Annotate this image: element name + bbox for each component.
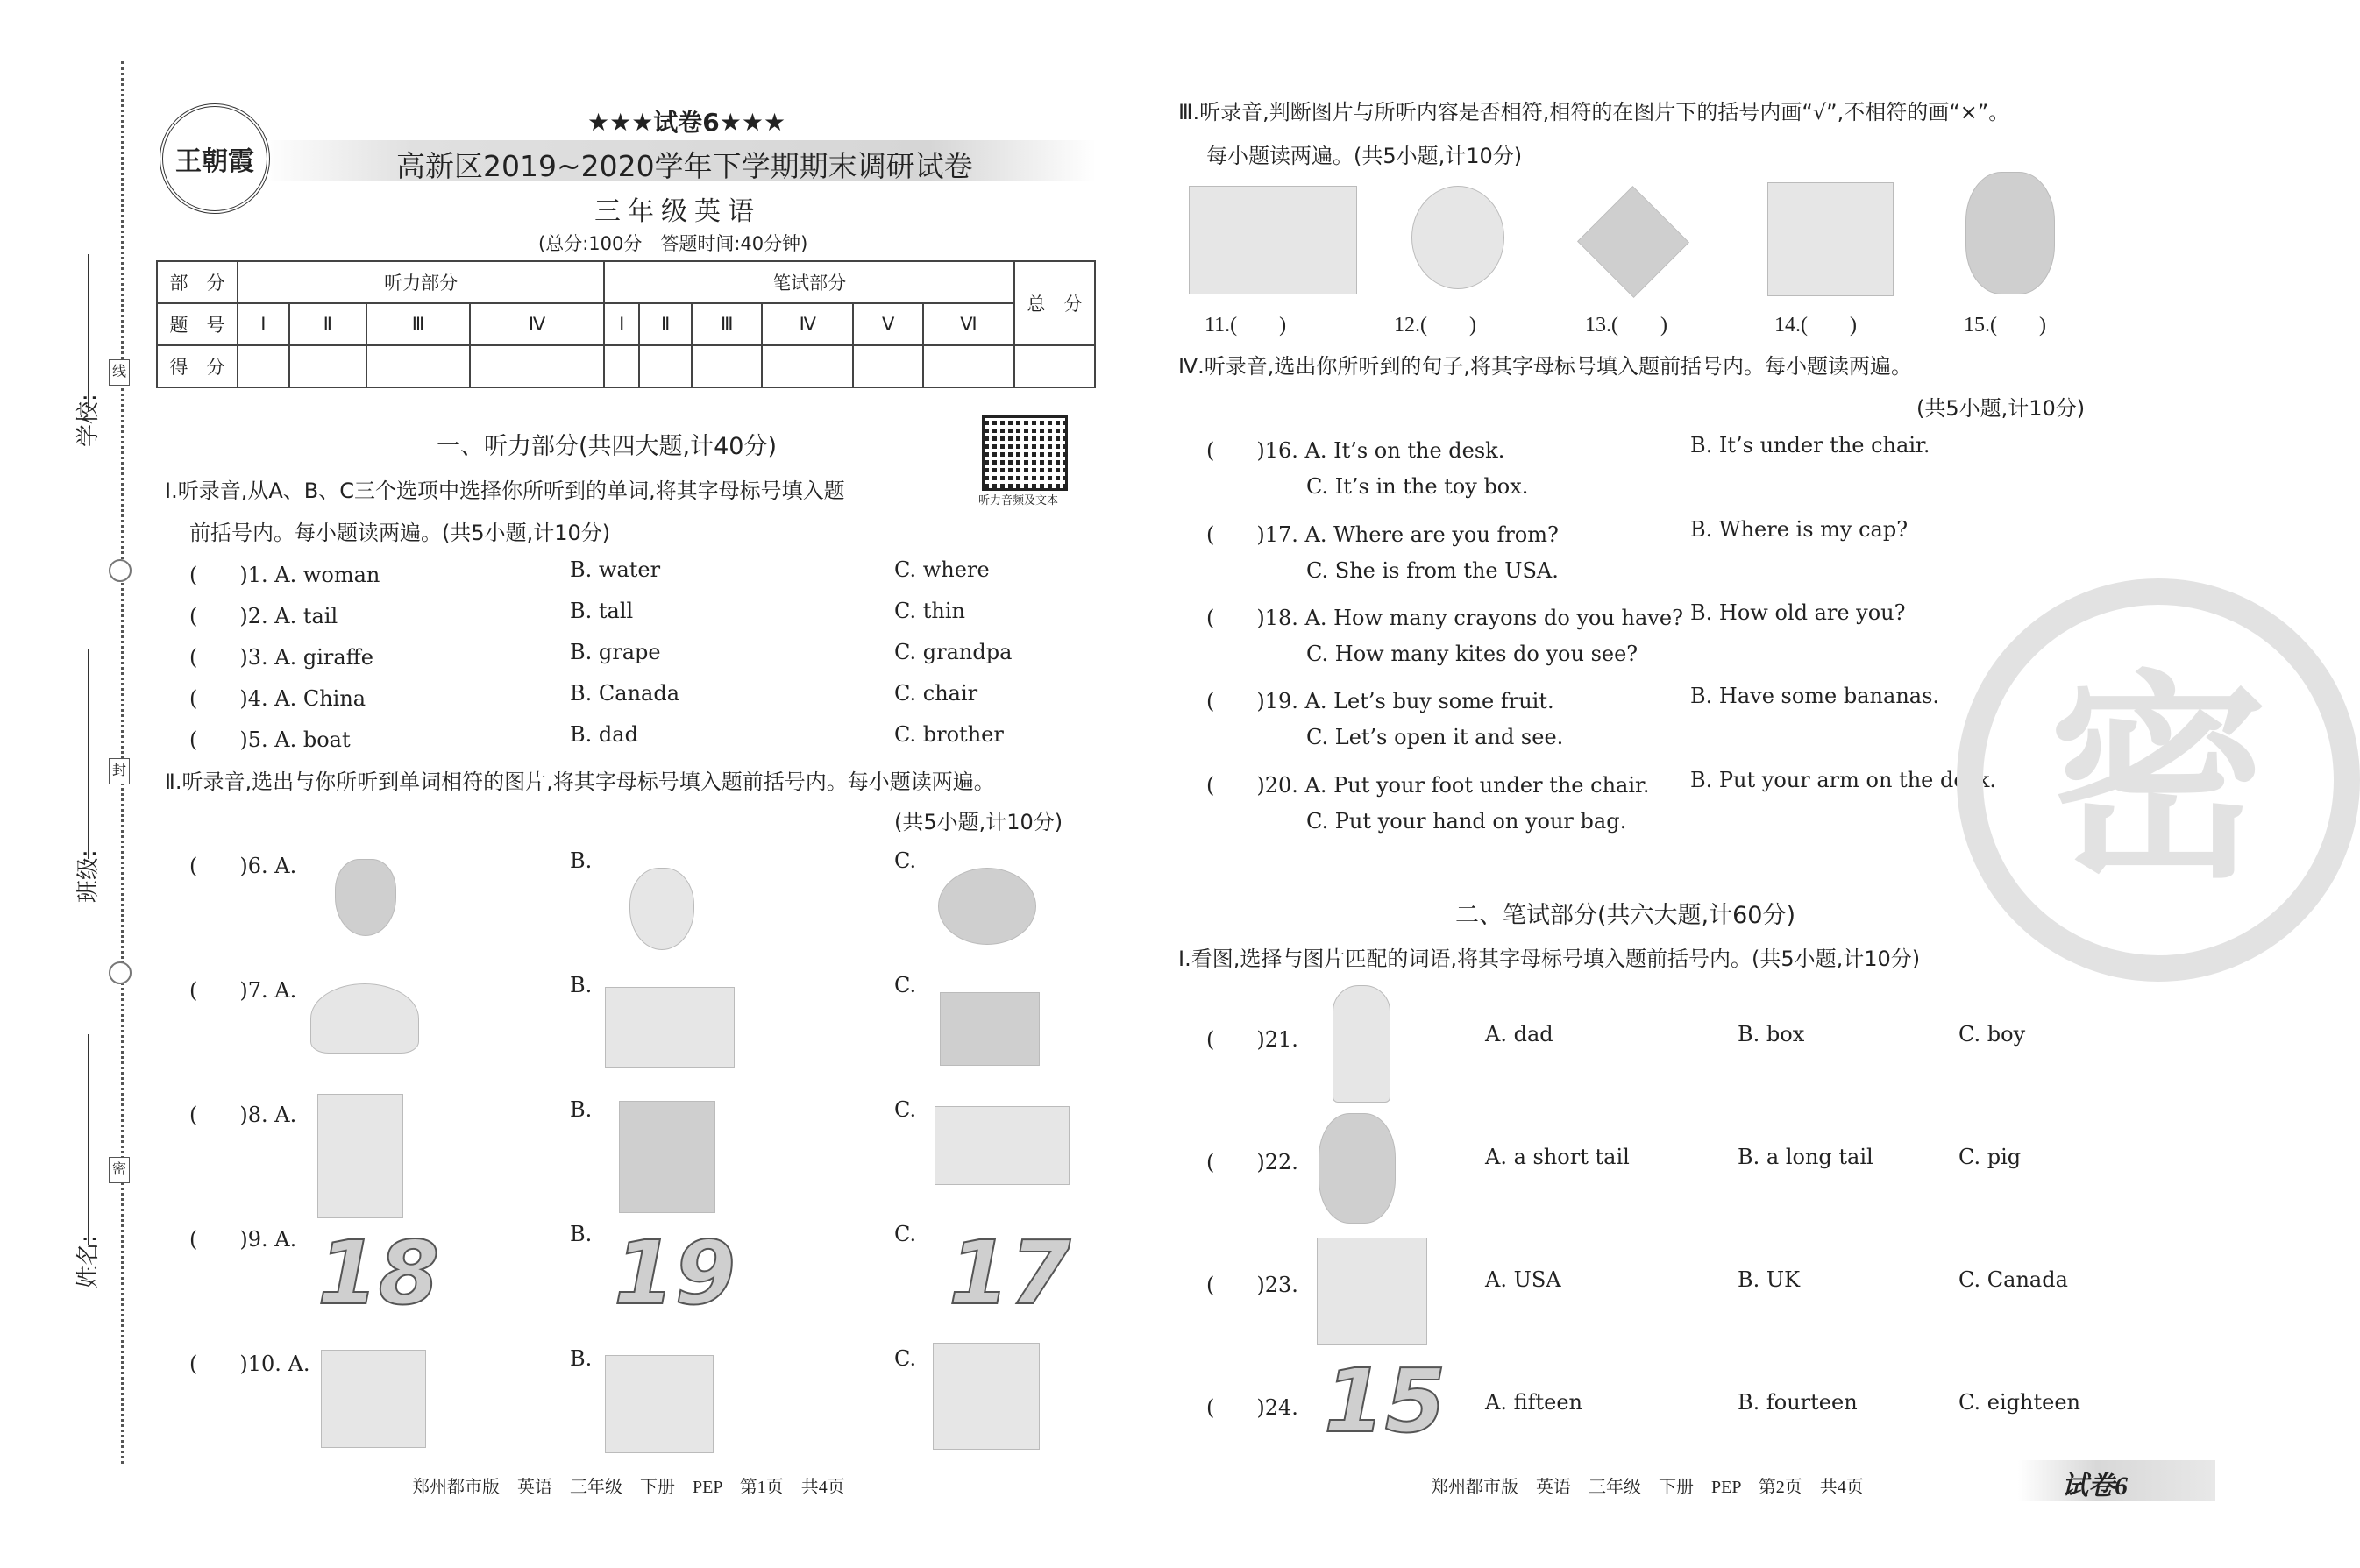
- binding-hole-icon: [109, 559, 132, 582]
- school-line: [88, 254, 89, 412]
- question-7[interactable]: ( )7. A.: [189, 978, 297, 1003]
- class-line: [88, 649, 89, 859]
- girl-waving-icon: [1411, 186, 1504, 289]
- question-5[interactable]: ( )5. A. boat: [189, 727, 351, 752]
- option-7c: C.: [894, 973, 917, 997]
- big-ben-icon: [1317, 1238, 1427, 1345]
- school-label: 学校:: [75, 394, 102, 447]
- number-18-image: 18: [317, 1222, 440, 1324]
- option-9c: C.: [894, 1222, 917, 1246]
- sec1-instruction-cont: 前括号内。每小题读两遍。(共5小题,计10分): [189, 521, 611, 545]
- score-cell[interactable]: [639, 345, 692, 387]
- footer-left: 郑州都市版 英语 三年级 下册 PEP 第1页 共4页: [412, 1478, 845, 1497]
- strawberry-icon: [335, 859, 396, 936]
- sec4-score: (共5小题,计10分): [1916, 396, 2086, 421]
- option-23b: B. UK: [1738, 1267, 1801, 1292]
- option-21a: A. dad: [1485, 1022, 1553, 1047]
- seal-mark-3: 密: [109, 1157, 130, 1183]
- seal-mark-1: 线: [109, 359, 130, 386]
- watermelon-icon: [938, 868, 1036, 945]
- score-cell[interactable]: [604, 345, 639, 387]
- question-16[interactable]: ( )16. A. It’s on the desk.: [1206, 438, 1505, 463]
- bridge-icon: [605, 1355, 714, 1453]
- number-19-image: 19: [614, 1222, 736, 1324]
- landscape-wall-icon: [321, 1350, 426, 1448]
- option-22c: C. pig: [1958, 1145, 2022, 1169]
- option-1c: C. where: [894, 557, 990, 582]
- score-table-col: Ⅱ: [289, 303, 366, 345]
- sec2-score: (共5小题,计10分): [894, 810, 1063, 834]
- question-4[interactable]: ( )4. A. China: [189, 686, 366, 711]
- question-24[interactable]: ( )24.: [1206, 1395, 1298, 1420]
- judge-15[interactable]: 15.( ): [1964, 314, 2046, 337]
- question-6[interactable]: ( )6. A.: [189, 854, 297, 878]
- qr-code-icon: [982, 415, 1068, 491]
- sec4-instruction: Ⅳ.听录音,选出你所听到的句子,将其字母标号填入题前括号内。每小题读两遍。: [1178, 354, 1913, 379]
- box-icon: [940, 992, 1040, 1066]
- option-4c: C. chair: [894, 681, 978, 706]
- ostrich-icon: [619, 1101, 715, 1213]
- option-8b: B.: [570, 1097, 593, 1122]
- part1-title: 一、听力部分(共四大题,计40分): [437, 433, 778, 460]
- option-21c: C. boy: [1958, 1022, 2026, 1047]
- option-2c: C. thin: [894, 599, 965, 623]
- boy-hiding-icon: [1767, 182, 1894, 296]
- judge-13[interactable]: 13.( ): [1585, 314, 1667, 337]
- score-cell[interactable]: [470, 345, 604, 387]
- score-cell[interactable]: [762, 345, 853, 387]
- score-table-col: Ⅱ: [639, 303, 692, 345]
- option-24a: A. fifteen: [1485, 1390, 1582, 1415]
- score-cell[interactable]: [238, 345, 289, 387]
- confidential-watermark: 密: [1957, 578, 2360, 982]
- option-5c: C. brother: [894, 722, 1004, 747]
- score-cell[interactable]: [923, 345, 1014, 387]
- cap-icon: [310, 983, 419, 1054]
- question-9[interactable]: ( )9. A.: [189, 1227, 297, 1252]
- sec3-instruction-cont: 每小题读两遍。(共5小题,计10分): [1206, 144, 1523, 168]
- option-6b: B.: [570, 848, 593, 873]
- tower-skyline-icon: [933, 1343, 1040, 1450]
- score-table-col: Ⅰ: [604, 303, 639, 345]
- score-table-row-label: 得 分: [157, 345, 238, 387]
- option-6c: C.: [894, 848, 917, 873]
- score-table-row-label: 题 号: [157, 303, 238, 345]
- score-table: [156, 260, 1096, 388]
- judge-14[interactable]: 14.( ): [1774, 314, 1857, 337]
- sec3-instruction: Ⅲ.听录音,判断图片与所听内容是否相符,相符的在图片下的括号内画“√”,不相符的画“×”。: [1178, 100, 2010, 124]
- monkey-icon: [1319, 1113, 1396, 1224]
- part2-sec1-instruction: Ⅰ.看图,选择与图片匹配的词语,将其字母标号填入题前括号内。(共5小题,计10分): [1178, 947, 1921, 971]
- option-4b: B. Canada: [570, 681, 680, 706]
- question-23[interactable]: ( )23.: [1206, 1273, 1298, 1297]
- qr-caption: 听力音频及文本: [978, 494, 1059, 507]
- option-10c: C.: [894, 1346, 917, 1371]
- exam-info: (总分:100分 答题时间:40分钟): [538, 233, 808, 254]
- score-cell[interactable]: [692, 345, 762, 387]
- series-badge: ★★★试卷6★★★: [587, 108, 786, 137]
- score-cell[interactable]: [289, 345, 366, 387]
- option-16c: C. It’s in the toy box.: [1306, 474, 1529, 499]
- name-label: 姓名:: [75, 1235, 102, 1288]
- monkeys-icon: [935, 1106, 1070, 1185]
- kite-icon: [1577, 186, 1689, 298]
- option-9b: B.: [570, 1222, 593, 1246]
- score-table-col: Ⅳ: [470, 303, 604, 345]
- option-19c: C. Let’s open it and see.: [1306, 725, 1564, 749]
- option-7b: B.: [570, 973, 593, 997]
- brand-logo: [160, 103, 270, 214]
- class-label: 班级:: [75, 849, 102, 903]
- question-18[interactable]: ( )18. A. How many crayons do you have?: [1206, 606, 1683, 630]
- option-10b: B.: [570, 1346, 593, 1371]
- option-21b: B. box: [1738, 1022, 1805, 1047]
- question-3[interactable]: ( )3. A. giraffe: [189, 645, 373, 670]
- score-table-col: Ⅰ: [238, 303, 289, 345]
- part2-title: 二、笔试部分(共六大题,计60分): [1455, 902, 1796, 929]
- option-2b: B. tall: [570, 599, 634, 623]
- score-table-col: Ⅳ: [762, 303, 853, 345]
- option-23a: A. USA: [1485, 1267, 1561, 1292]
- brand-logo-text: 王朝霞: [175, 147, 254, 176]
- question-1[interactable]: ( )1. A. woman: [189, 563, 380, 587]
- option-18b: B. How old are you?: [1690, 600, 1906, 625]
- score-table-header: 听力部分: [238, 261, 604, 303]
- question-20[interactable]: ( )20. A. Put your foot under the chair.: [1206, 773, 1650, 798]
- question-17[interactable]: ( )17. A. Where are you from?: [1206, 522, 1559, 547]
- footer-right: 郑州都市版 英语 三年级 下册 PEP 第2页 共4页: [1431, 1478, 1864, 1497]
- option-17b: B. Where is my cap?: [1690, 517, 1909, 542]
- option-24b: B. fourteen: [1738, 1390, 1858, 1415]
- pear-icon: [629, 868, 694, 950]
- option-17c: C. She is from the USA.: [1306, 558, 1559, 583]
- question-21[interactable]: ( )21.: [1206, 1027, 1298, 1052]
- option-16b: B. It’s under the chair.: [1690, 433, 1930, 458]
- option-23c: C. Canada: [1958, 1267, 2068, 1292]
- option-5b: B. dad: [570, 722, 638, 747]
- subject-title: 三年级英语: [594, 196, 761, 227]
- teddy-bear-icon: [1965, 172, 2055, 294]
- people-greeting-icon: [1189, 186, 1357, 294]
- score-table-header: 部 分: [157, 261, 238, 303]
- score-cell[interactable]: [366, 345, 470, 387]
- judge-11[interactable]: 11.( ): [1205, 314, 1287, 337]
- sec1-instruction: Ⅰ.听录音,从A、B、C三个选项中选择你所听到的单词,将其字母标号填入题: [165, 479, 845, 503]
- name-line: [88, 1034, 89, 1245]
- question-22[interactable]: ( )22.: [1206, 1150, 1298, 1174]
- boy-icon: [1333, 985, 1390, 1103]
- score-cell-total[interactable]: [1014, 345, 1095, 387]
- desk-icon: [605, 987, 735, 1068]
- giraffe-icon: [317, 1094, 403, 1218]
- option-22a: A. a short tail: [1485, 1145, 1630, 1169]
- option-20c: C. Put your hand on your bag.: [1306, 809, 1627, 834]
- judge-12[interactable]: 12.( ): [1394, 314, 1476, 337]
- score-table-header: 总 分: [1014, 261, 1095, 345]
- question-19[interactable]: ( )19. A. Let’s buy some fruit.: [1206, 689, 1554, 713]
- option-20b: B. Put your arm on the desk.: [1690, 768, 1997, 792]
- number-15-image: 15: [1324, 1350, 1447, 1452]
- score-table-col: Ⅲ: [692, 303, 762, 345]
- score-table-col: Ⅵ: [923, 303, 1014, 345]
- option-22b: B. a long tail: [1738, 1145, 1873, 1169]
- option-24c: C. eighteen: [1958, 1390, 2080, 1415]
- seal-mark-2: 封: [109, 758, 130, 784]
- number-17-image: 17: [949, 1222, 1071, 1324]
- option-3b: B. grape: [570, 640, 661, 664]
- option-18c: C. How many kites do you see?: [1306, 642, 1638, 666]
- exam-title: 高新区2019~2020学年下学期期末调研试卷: [396, 149, 973, 183]
- question-8[interactable]: ( )8. A.: [189, 1103, 297, 1127]
- score-table-header: 笔试部分: [604, 261, 1014, 303]
- corner-tag: 试卷6: [2062, 1472, 2128, 1501]
- binding-hole-icon: [109, 961, 132, 984]
- option-19b: B. Have some bananas.: [1690, 684, 1940, 708]
- score-table-col: Ⅲ: [366, 303, 470, 345]
- question-2[interactable]: ( )2. A. tail: [189, 604, 338, 628]
- option-8c: C.: [894, 1097, 917, 1122]
- score-cell[interactable]: [853, 345, 923, 387]
- question-10[interactable]: ( )10. A.: [189, 1352, 310, 1376]
- option-3c: C. grandpa: [894, 640, 1013, 664]
- option-1b: B. water: [570, 557, 661, 582]
- sec2-instruction: Ⅱ.听录音,选出与你所听到单词相符的图片,将其字母标号填入题前括号内。每小题读两遍。: [165, 770, 995, 794]
- score-table-col: Ⅴ: [853, 303, 923, 345]
